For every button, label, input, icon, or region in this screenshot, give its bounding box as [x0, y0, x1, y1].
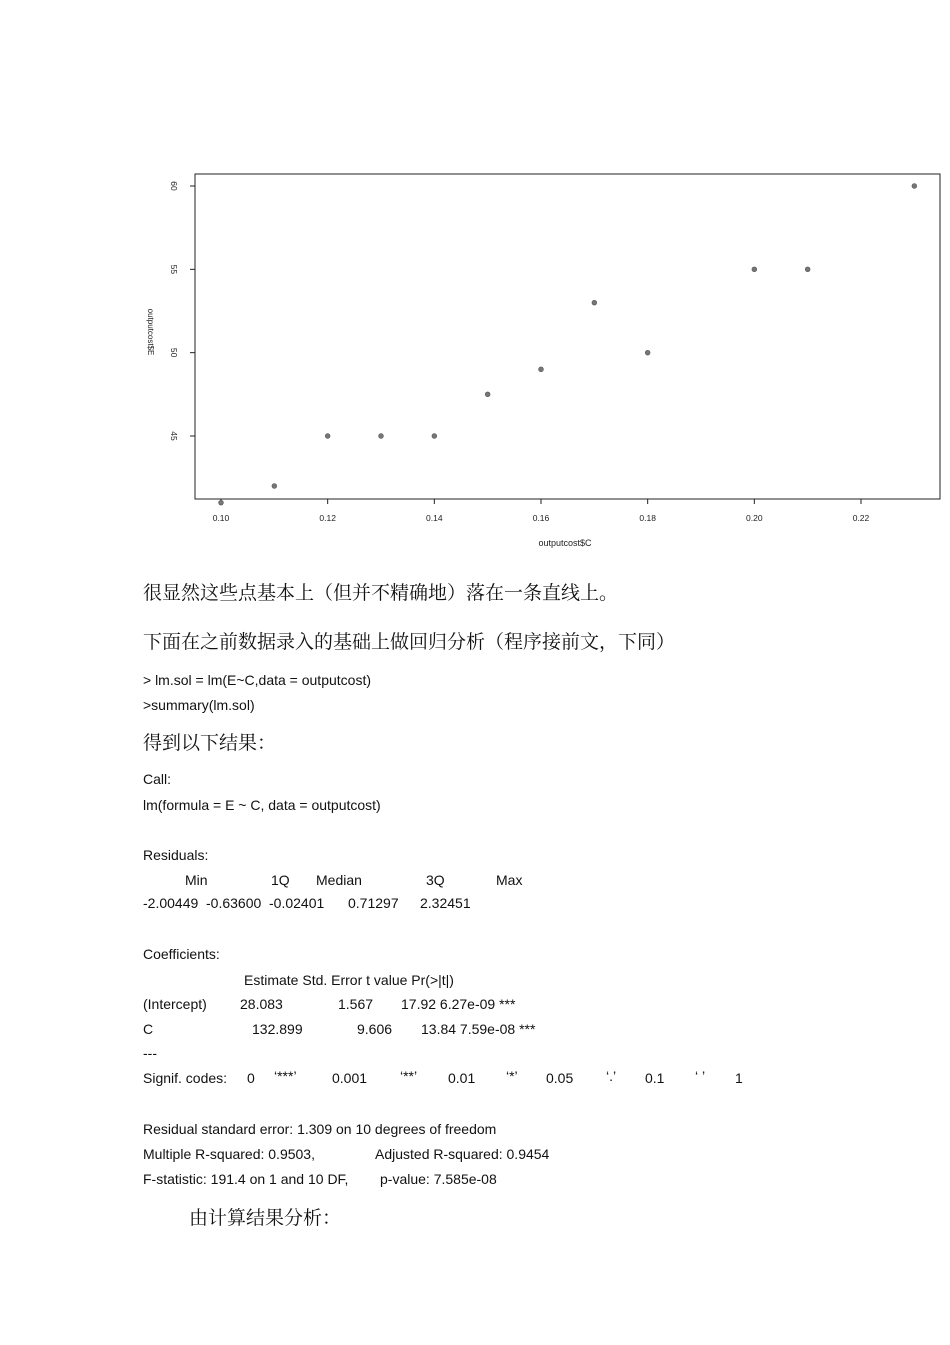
- y-axis-label: [146, 309, 155, 356]
- coef-std-error: 9.606: [357, 1021, 393, 1037]
- coef-name: C: [143, 1021, 154, 1037]
- data-point: [219, 500, 224, 505]
- multiple-r-squared: Multiple R-squared: 0.9503,: [143, 1146, 315, 1162]
- signif-item: 0.001: [332, 1070, 368, 1086]
- signif-item: 0.05: [546, 1070, 574, 1086]
- x-tick-label: 0.22: [852, 513, 870, 523]
- data-point: [432, 434, 437, 439]
- data-point: [485, 392, 490, 397]
- residuals-value: 0.71297: [348, 895, 399, 911]
- adjusted-r-squared: Adjusted R-squared: 0.9454: [375, 1146, 550, 1162]
- residuals-header: Min: [185, 872, 208, 888]
- data-point: [645, 350, 650, 355]
- coefficients-label: Coefficients:: [143, 946, 220, 962]
- data-points: [219, 184, 917, 505]
- residuals-header: Max: [496, 872, 523, 888]
- data-point: [539, 367, 544, 372]
- residuals-value: -0.63600: [206, 895, 262, 911]
- x-tick-label: 0.20: [746, 513, 763, 523]
- residuals-value: -0.02401: [269, 895, 325, 911]
- y-axis-label-text: outputcost$E: [145, 308, 155, 356]
- data-point: [592, 300, 597, 305]
- call-label: Call:: [143, 771, 172, 787]
- paragraph-results-intro: 得到以下结果：: [143, 732, 277, 754]
- signif-item: ‘*’: [506, 1068, 518, 1084]
- data-point: [379, 434, 384, 439]
- paragraph-analysis-intro: 由计算结果分析：: [189, 1207, 342, 1229]
- coef-name: (Intercept): [143, 996, 207, 1012]
- y-axis: [169, 181, 195, 441]
- x-tick-label: 0.12: [319, 513, 336, 523]
- signif-item: 0.1: [645, 1070, 665, 1086]
- call-formula: lm(formula = E ~ C, data = outputcost): [143, 797, 381, 813]
- residual-standard-error: Residual standard error: 1.309 on 10 degrees of freedom: [143, 1121, 497, 1137]
- y-tick-label: 50: [168, 347, 179, 358]
- signif-item: ‘**’: [400, 1068, 418, 1084]
- residuals-label: Residuals:: [143, 847, 209, 863]
- x-tick-label: 0.10: [212, 513, 230, 523]
- data-point: [272, 484, 277, 489]
- p-value: p-value: 7.585e-08: [380, 1171, 497, 1187]
- signif-item: ‘ ’: [695, 1068, 706, 1084]
- signif-item: 0.01: [448, 1070, 476, 1086]
- x-axis: [213, 499, 870, 523]
- paragraph-regression-intro: 下面在之前数据录入的基础上做回归分析（程序接前文，下同）: [143, 631, 676, 653]
- coef-estimate: 28.083: [240, 996, 283, 1012]
- data-point: [325, 434, 330, 439]
- code-line-lm: > lm.sol = lm(E~C,data = outputcost): [143, 672, 371, 688]
- y-tick-label: 60: [168, 181, 179, 191]
- code-line-summary: >summary(lm.sol): [143, 697, 255, 713]
- coef-estimate: 132.899: [252, 1021, 303, 1037]
- paragraph-observation: 很显然这些点基本上（但并不精确地）落在一条直线上。: [143, 582, 619, 604]
- coef-std-error: 1.567: [338, 996, 374, 1012]
- separator: ---: [143, 1045, 157, 1061]
- residuals-header: 3Q: [426, 872, 445, 888]
- residuals-value: 2.32451: [420, 895, 471, 911]
- coefficients-header: Estimate Std. Error t value Pr(>|t|): [244, 972, 454, 988]
- x-tick-label: 0.18: [639, 513, 656, 523]
- f-statistic: F-statistic: 191.4 on 1 and 10 DF,: [143, 1171, 349, 1187]
- coef-t-p: 13.84 7.59e-08 ***: [421, 1021, 536, 1037]
- signif-item: 1: [735, 1070, 743, 1086]
- x-tick-label: 0.16: [532, 513, 550, 523]
- coef-t-p: 17.92 6.27e-09 ***: [401, 996, 516, 1012]
- y-tick-label: 45: [168, 431, 179, 441]
- signif-item: 0: [247, 1070, 255, 1086]
- y-tick-label: 55: [168, 264, 179, 275]
- x-axis-label: outputcost$C: [538, 538, 592, 548]
- signif-item: ‘***’: [274, 1068, 297, 1084]
- plot-frame: [195, 174, 940, 499]
- residuals-header: 1Q: [271, 872, 290, 888]
- data-point: [912, 184, 917, 189]
- scatter-plot: [0, 0, 950, 560]
- residuals-value: -2.00449: [143, 895, 199, 911]
- data-point: [805, 267, 810, 272]
- signif-label: Signif. codes:: [143, 1070, 228, 1086]
- signif-item: ‘.’: [606, 1068, 617, 1084]
- data-point: [752, 267, 757, 272]
- x-tick-label: 0.14: [426, 513, 443, 523]
- residuals-header: Median: [316, 872, 362, 888]
